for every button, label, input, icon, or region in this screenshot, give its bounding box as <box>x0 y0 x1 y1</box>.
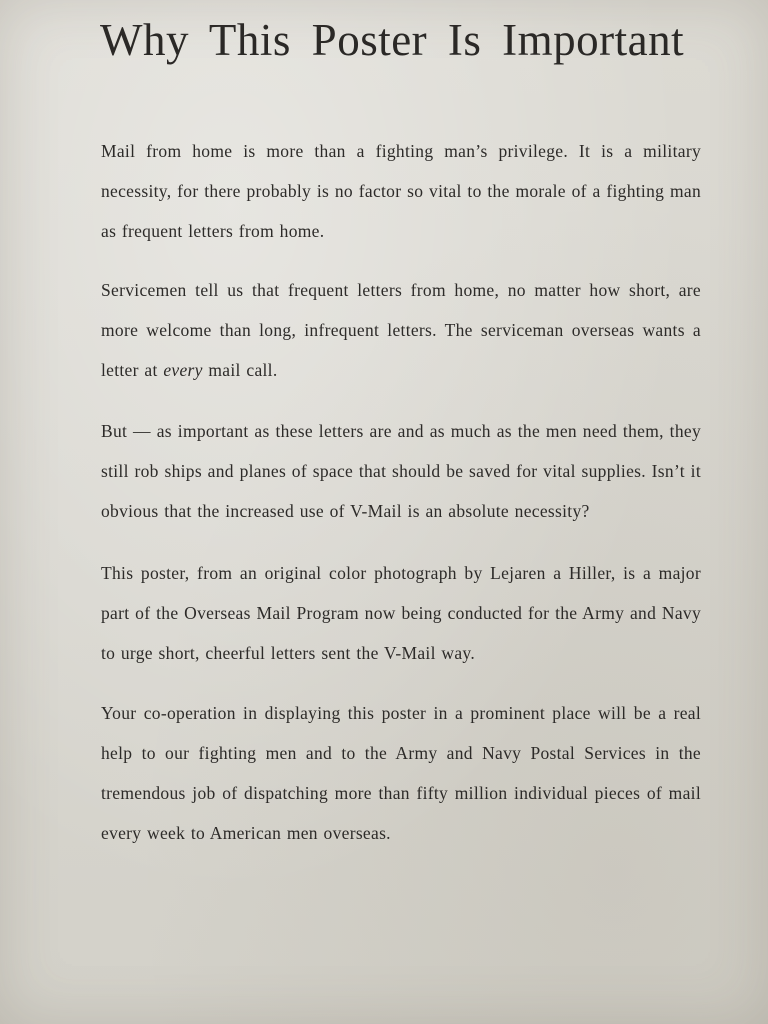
paragraph-mail-from-home: Mail from home is more than a fighting man’s privilege. It is a military necessity, for there probably is no factor so vital to the morale of a fighting man as frequent letters from home. <box>101 141 701 241</box>
body-text <box>101 131 701 877</box>
page-title: Why This Poster Is Important <box>100 15 685 65</box>
paragraph-servicemen-text: Servicemen tell us that frequent letters from home, no matter how short, are more welcome than long, infrequent letters. The serviceman overseas wants a letter at <box>101 280 701 380</box>
emphasis-every: every <box>163 360 203 380</box>
paragraph-poster-origin: This poster, from an original color photograph by Lejaren a Hiller, is a major part of the Overseas Mail Program now being conducted for the Army and Navy to urge short, cheerful letters sent the V-Mail way. <box>101 563 701 663</box>
paragraph-cooperation: Your co-operation in displaying this poster in a prominent place will be a real help to our fighting men and to the Army and Navy Postal Services in the tremendous job of dispatching more than fifty million individual pieces of mail every week to American men overseas. <box>101 703 701 843</box>
paragraph-vmail-necessity: But — as important as these letters are and as much as the men need them, they still rob ships and planes of space that should be saved for vital supplies. Isn’t it obvious that the increased use of V-Mail is an absolute necessity? <box>101 421 701 521</box>
paragraph-servicemen <box>101 270 701 390</box>
paragraph-servicemen-end: mail call. <box>202 360 278 380</box>
